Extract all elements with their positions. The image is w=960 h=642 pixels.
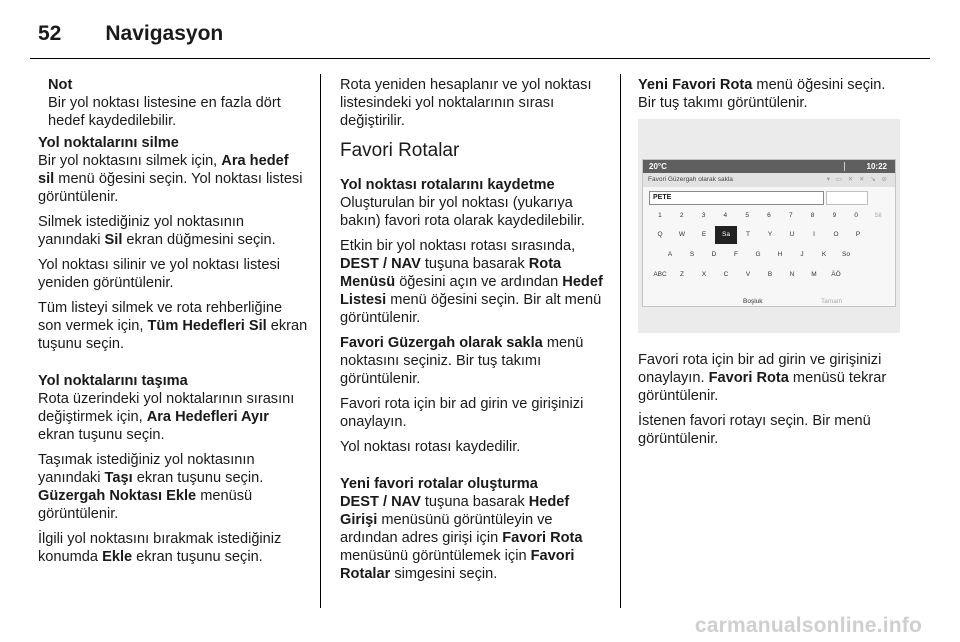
paragraph: Silmek istediğiniz yol noktasının yanındaki Sil ekran düğmesini seçin. — [38, 214, 276, 248]
paragraph: DEST / NAV tuşuna basarak Hedef Girişi menüsünü görüntüleyin ve ardından adres girişi için Favori Rota menüsünü görüntülemek için Favori Rotalar simgesini seçin. — [340, 494, 583, 582]
key-d: D — [711, 250, 717, 258]
key-3: 3 — [701, 211, 706, 219]
key-e: E — [701, 230, 707, 238]
key-p: P — [855, 230, 861, 238]
screen-top-bar — [643, 160, 895, 173]
key-o: O — [833, 230, 839, 238]
page-number: 52 — [38, 22, 62, 45]
key-so: So — [842, 250, 850, 258]
column-3 — [638, 76, 904, 455]
page-title: Navigasyon — [105, 22, 224, 45]
paragraph: Etkin bir yol noktası rotası sırasında, DEST / NAV tuşuna basarak Rota Menüsü öğesini açın ve ardından Hedef Listesi menü öğesini seçin. Bir alt menü görüntülenir. — [340, 238, 603, 326]
watermark: carmanualsonline.info — [694, 614, 922, 637]
screen-display — [642, 159, 896, 307]
key-f: F — [734, 250, 738, 258]
key-h: H — [777, 250, 783, 258]
key-s: S — [689, 250, 695, 258]
key-row-q — [649, 228, 889, 241]
key-0: 0 — [854, 211, 859, 219]
paragraph: Favori Güzergah olarak sakla menü noktasını seçiniz. Bir tuş takımı görüntülenir. — [340, 335, 584, 387]
key-m: M — [811, 270, 817, 278]
key-1: 1 — [658, 211, 662, 219]
key-q: Q — [657, 230, 663, 238]
key-6: 6 — [767, 211, 771, 219]
key-t: T — [746, 230, 750, 238]
clock: 10:22 — [866, 162, 887, 171]
space-key: Boşluk — [743, 298, 763, 305]
column-2 — [340, 76, 606, 590]
keyboard-screen-image — [638, 119, 900, 333]
status-icons: ▾ ▭ ✕ ✕ ↘ ⊘ — [826, 176, 889, 183]
paragraph: Taşımak istediğiniz yol noktasının yanındaki Taşı ekran tuşunu seçin. Güzergah Noktası Ekle menüsü görüntülenir. — [38, 452, 264, 522]
key-u: U — [789, 230, 795, 238]
key-z: Z — [680, 270, 684, 278]
paragraph: Oluşturulan bir yol noktası (yukarıya bakın) favori rota olarak kaydedilebilir. — [340, 195, 585, 229]
temperature: 20°C — [649, 162, 667, 171]
key-2: 2 — [679, 211, 684, 219]
paragraph: Tüm listeyi silmek ve rota rehberliğine son vermek için, Tüm Hedefleri Sil ekran tuşunu seçin. — [38, 300, 308, 352]
paragraph: İstenen favori rotayı seçin. Bir menü görüntülenir. — [638, 413, 871, 447]
page-header — [38, 14, 223, 54]
key-row-a — [659, 248, 889, 261]
key-b: B — [767, 270, 773, 278]
note-title: Not — [48, 77, 73, 93]
key-äö: ÄÖ — [831, 270, 841, 278]
heading-save-routes: Yol noktası rotalarını kaydetme — [340, 177, 555, 193]
key-5: 5 — [745, 211, 749, 219]
key-row-digits — [649, 209, 889, 222]
heading-delete-waypoints: Yol noktalarını silme — [38, 135, 179, 151]
column-divider-2 — [620, 74, 621, 608]
key-k: K — [821, 250, 827, 258]
column-divider-1 — [320, 74, 321, 608]
paragraph: Rota yeniden hesaplanır ve yol noktası listesindeki yol noktalarının sırası değiştirilir. — [340, 77, 592, 129]
key-y: Y — [767, 230, 773, 238]
key-i: I — [813, 230, 815, 238]
paragraph: Yol noktası rotası kaydedilir. — [340, 439, 521, 455]
name-input: PETE — [649, 191, 824, 205]
note-text: Bir yol noktası listesine en fazla dört hedef kaydedilebilir. — [48, 95, 281, 129]
heading-move-waypoints: Yol noktalarını taşıma — [38, 373, 188, 389]
key-sa: Sa — [715, 226, 737, 244]
key-8: 8 — [810, 211, 815, 219]
paragraph: Yol noktası silinir ve yol noktası listesi yeniden görüntülenir. — [38, 257, 280, 291]
key-9: 9 — [832, 211, 837, 219]
screen-title-bar — [643, 173, 895, 187]
heading-favorite-routes: Favori Rotalar — [340, 140, 460, 161]
key-abc: ABC — [653, 270, 667, 278]
note-box — [38, 76, 308, 130]
paragraph: İlgili yol noktasını bırakmak istediğiniz konumda Ekle ekran tuşunu seçin. — [38, 531, 282, 565]
paragraph: Favori rota için bir ad girin ve girişinizi onaylayın. — [340, 396, 584, 430]
heading-new-routes: Yeni favori rotalar oluşturma — [340, 476, 538, 492]
paragraph: Rota üzerindeki yol noktalarının sırasını değiştirmek için, Ara Hedefleri Ayır ekran tuşunu seçin. — [38, 391, 295, 443]
header-divider — [30, 58, 930, 59]
secondary-input — [826, 191, 868, 205]
key-g: G — [755, 250, 761, 258]
key-7: 7 — [788, 211, 793, 219]
key-n: N — [789, 270, 795, 278]
key-4: 4 — [723, 211, 728, 219]
key-v: V — [745, 270, 751, 278]
key-sil: Sil — [874, 211, 882, 219]
key-c: C — [723, 270, 729, 278]
key-x: X — [701, 270, 707, 278]
paragraph: Yeni Favori Rota menü öğesini seçin. Bir tuş takımı görüntülenir. — [638, 77, 886, 111]
screen-title: Favori Güzergah olarak sakla — [648, 176, 733, 183]
column-1 — [38, 76, 308, 573]
key-a: A — [667, 250, 673, 258]
paragraph: Favori rota için bir ad girin ve girişinizi onaylayın. Favori Rota menüsü tekrar görüntülenir. — [638, 352, 887, 404]
done-key: Tamam — [821, 298, 843, 305]
key-row-z — [649, 268, 889, 281]
paragraph: Bir yol noktasını silmek için, Ara hedef sil menü öğesini seçin. Yol noktası listesi görüntülenir. — [38, 153, 303, 205]
key-j: J — [800, 250, 804, 258]
key-w: W — [678, 230, 686, 238]
